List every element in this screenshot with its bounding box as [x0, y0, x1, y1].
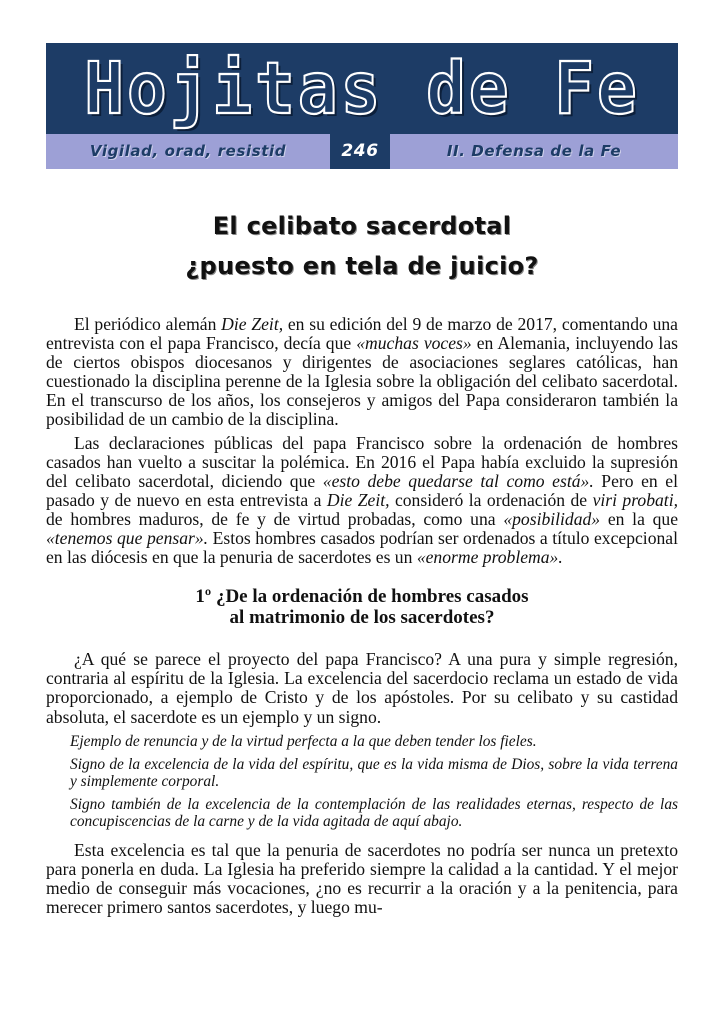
text-run: de hombres maduros, de fe y de virtud probadas, como una [46, 508, 504, 529]
issue-number: 246 [330, 134, 390, 169]
text-run: Estos hombres casados podrían ser ordenados a título excepcional en las diócesis en que la penuria de sacerdotes es un [46, 528, 678, 568]
publication-title: Hojitas de Fe [84, 46, 640, 131]
paragraph-3: ¿A qué se parece el proyecto del papa Francisco? A una pura y simple regresión, contraria al espíritu de la Iglesia. La excelencia del sacerdocio reclama un estado de vida proporcionado, a ejemplo de Cristo y de los apóstoles. Por su celibato y su castidad absoluta, el sacerdote es un ejemplo y un signo. [46, 649, 678, 727]
paragraph-1 [46, 315, 678, 430]
text-run-italic: «tenemos que pensar». [46, 528, 209, 549]
section-heading-line1: 1º ¿De la ordenación de hombres casados [195, 586, 529, 608]
text-run: consideró la ordenación de [389, 489, 593, 510]
quote-3: Signo también de la excelencia de la contemplación de las realidades eternas, respecto de las concupiscencias de la carne y de la vida agitada de aquí abajo. [70, 796, 678, 830]
masthead [46, 43, 678, 169]
section-label: II. Defensa de la Fe [390, 134, 678, 169]
text-run: en la que [600, 508, 679, 529]
masthead-info-bar [46, 134, 678, 169]
text-run-italic: Die Zeit, [326, 489, 390, 510]
text-run: en su edición del 9 de marzo de 2017, comentando una entrevista con el papa Francisco, decía que [46, 314, 678, 354]
article-title-line2: ¿puesto en tela de juicio? [185, 252, 539, 280]
section-heading [46, 586, 678, 628]
text-run: en Alemania, incluyendo las de ciertos obispos diocesanos y dirigentes de asociaciones seglares católicas, han cuestionado la disciplina perenne de la Iglesia sobre la obligación del celibato sacerdotal. En el transcurso de los años, los consejeros y amigos del Papa consideraron también la posibilidad de un cambio de la disciplina. [46, 333, 678, 430]
masthead-banner [46, 43, 678, 134]
article-title-line1: El celibato sacerdotal [212, 212, 512, 240]
quote-2: Signo de la excelencia de la vida del espíritu, que es la vida misma de Dios, sobre la vida terrena y simplemente corporal. [70, 756, 678, 790]
text-run-italic: viri probati, [592, 489, 678, 510]
quote-1: Ejemplo de renuncia y de la virtud perfecta a la que deben tender los fieles. [70, 732, 537, 750]
text-run: Las declaraciones públicas del papa Francisco sobre la ordenación de hombres casados han vuelto a suscitar la polémica. En 2016 el Papa había excluido la supresión del celibato sacerdotal, diciendo que [46, 432, 678, 491]
text-run-italic: «muchas voces» [356, 333, 472, 354]
article-title [46, 208, 678, 284]
paragraph-2 [46, 434, 678, 568]
text-run-italic: Die Zeit, [221, 314, 284, 334]
text-run: El periódico alemán [74, 314, 222, 334]
text-run: Pero en el pasado y de nuevo en esta entrevista a [46, 470, 679, 510]
text-run-italic: «posibilidad» [503, 508, 601, 529]
article-body [46, 315, 678, 917]
paragraph-4: Esta excelencia es tal que la penuria de sacerdotes no podría ser nunca un pretexto para ponerla en duda. La Iglesia ha preferido siempre la calidad a la cantidad. Y el mejor medio de conseguir más vocaciones, ¿no es recurrir a la oración y a la penitencia, para merecer primero santos sacerdotes, y luego mu- [46, 839, 678, 917]
text-run-italic: «enorme problema». [416, 547, 563, 568]
text-run-italic: «esto debe quedarse tal como está». [322, 470, 594, 491]
section-heading-line2: al matrimonio de los sacerdotes? [229, 607, 495, 629]
motto: Vigilad, orad, resistid [46, 134, 330, 169]
